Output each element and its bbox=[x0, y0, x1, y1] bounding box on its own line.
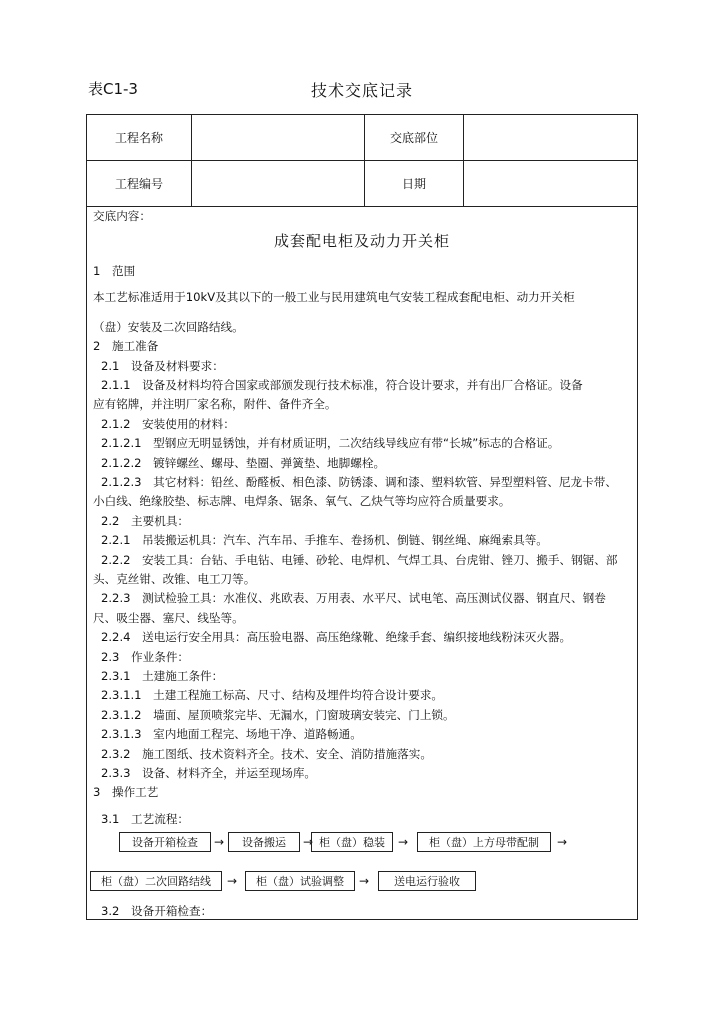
flow-arrow-icon: → bbox=[214, 835, 225, 849]
flow-step: 柜（盘）试验调整 bbox=[245, 871, 355, 891]
text-line: 2.1.2.1 型钢应无明显锈蚀，并有材质证明，二次结线导线应有带“长城”标志的合格证。 bbox=[101, 436, 560, 450]
flow-step: 柜（盘）上方母带配制 bbox=[417, 832, 551, 852]
text-line: 3 操作工艺 bbox=[93, 785, 159, 799]
text-line: 2.1.2 安装使用的材料： bbox=[101, 417, 235, 431]
flow-step: 柜（盘）二次回路结线 bbox=[90, 871, 222, 891]
text-line: 2.3.1.1 土建工程施工标高、尺寸、结构及埋件均符合设计要求。 bbox=[101, 688, 444, 702]
text-line: 应有铭牌，并注明厂家名称，附件、备件齐全。 bbox=[93, 397, 337, 411]
text-line: 2.3.1.3 室内地面工程完、场地干净、道路畅通。 bbox=[101, 727, 362, 741]
text-line: 2.2.2 安装工具：台钻、手电钻、电锤、砂轮、电焊机、气焊工具、台虎钳、锉刀、搬手、钢锯、部 bbox=[101, 553, 618, 567]
project-name-value[interactable] bbox=[192, 115, 365, 161]
text-line: 2.1.2.2 镀锌螺丝、螺母、垫圈、弹簧垫、地脚螺栓。 bbox=[101, 456, 386, 470]
flow-arrow-icon: → bbox=[359, 874, 370, 888]
text-line: 2.1 设备及材料要求： bbox=[101, 359, 224, 373]
text-line: 3.1 工艺流程： bbox=[101, 812, 190, 826]
text-line: 1 范围 bbox=[93, 264, 136, 278]
date-label: 日期 bbox=[365, 161, 464, 207]
info-table bbox=[87, 115, 637, 207]
text-line: 2.3.1 土建施工条件： bbox=[101, 669, 224, 683]
project-no-label: 工程编号 bbox=[87, 161, 192, 207]
location-value[interactable] bbox=[464, 115, 638, 161]
page-title: 技术交底记录 bbox=[310, 81, 413, 100]
flow-step: 设备搬运 bbox=[228, 832, 300, 852]
location-label: 交底部位 bbox=[365, 115, 464, 161]
date-value[interactable] bbox=[464, 161, 638, 207]
text-line: 2.3.3 设备、材料齐全，并运至现场库。 bbox=[101, 766, 317, 780]
text-line: 本工艺标准适用于10kV及其以下的一般工业与民用建筑电气安装工程成套配电柜、动力开关柜 bbox=[93, 290, 575, 304]
flow-arrow-icon: → bbox=[557, 835, 568, 849]
text-line: （盘）安装及二次回路结线。 bbox=[93, 320, 244, 334]
flow-step: 设备开箱检查 bbox=[119, 832, 211, 852]
text-line: 2.3.2 施工图纸、技术资料齐全。技术、安全、消防措施落实。 bbox=[101, 747, 432, 761]
text-line: 头、克丝钳、改锥、电工刀等。 bbox=[93, 572, 256, 586]
text-line: 2.1.1 设备及材料均符合国家或部颁发现行技术标准，符合设计要求，并有出厂合格证。设备 bbox=[101, 378, 583, 392]
text-line: 2.2.3 测试检验工具：水准仪、兆欧表、万用表、水平尺、试电笔、高压测试仪器、钢直尺、钢卷 bbox=[101, 591, 606, 605]
project-name-label: 工程名称 bbox=[87, 115, 192, 161]
content-label: 交底内容： bbox=[93, 209, 151, 223]
text-line: 2.3.1.2 墙面、屋顶喷浆完毕、无漏水，门窗玻璃安装完、门上锁。 bbox=[101, 708, 455, 722]
text-line: 尺、吸尘器、塞尺、线坠等。 bbox=[93, 611, 244, 625]
text-line: 2.2 主要机具： bbox=[101, 514, 190, 528]
text-line: 2.3 作业条件： bbox=[101, 650, 190, 664]
flow-step: 柜（盘）稳装 bbox=[311, 832, 393, 852]
project-no-value[interactable] bbox=[192, 161, 365, 207]
flow-arrow-icon: → bbox=[303, 835, 314, 849]
main-title: 成套配电柜及动力开关柜 bbox=[273, 232, 450, 250]
flow-step: 送电运行验收 bbox=[378, 871, 476, 891]
record-frame bbox=[86, 114, 638, 920]
text-line: 3.2 设备开箱检查： bbox=[101, 904, 213, 918]
flow-arrow-icon: → bbox=[398, 835, 409, 849]
form-code: 表C1-3 bbox=[88, 80, 138, 98]
text-line: 2.1.2.3 其它材料：铅丝、酚醛板、相色漆、防锈漆、调和漆、塑料软管、异型塑料管、尼龙卡带、 bbox=[101, 475, 617, 489]
text-line: 小白线、绝缘胶垫、标志牌、电焊条、锯条、氧气、乙炔气等均应符合质量要求。 bbox=[93, 494, 511, 508]
text-line: 2.2.1 吊装搬运机具：汽车、汽车吊、手推车、卷扬机、倒链、钢丝绳、麻绳索具等。 bbox=[101, 533, 548, 547]
flow-arrow-icon: → bbox=[227, 874, 238, 888]
text-line: 2 施工准备 bbox=[93, 339, 159, 353]
text-line: 2.2.4 送电运行安全用具：高压验电器、高压绝缘靴、绝缘手套、编织接地线粉沫灭火器。 bbox=[101, 630, 572, 644]
